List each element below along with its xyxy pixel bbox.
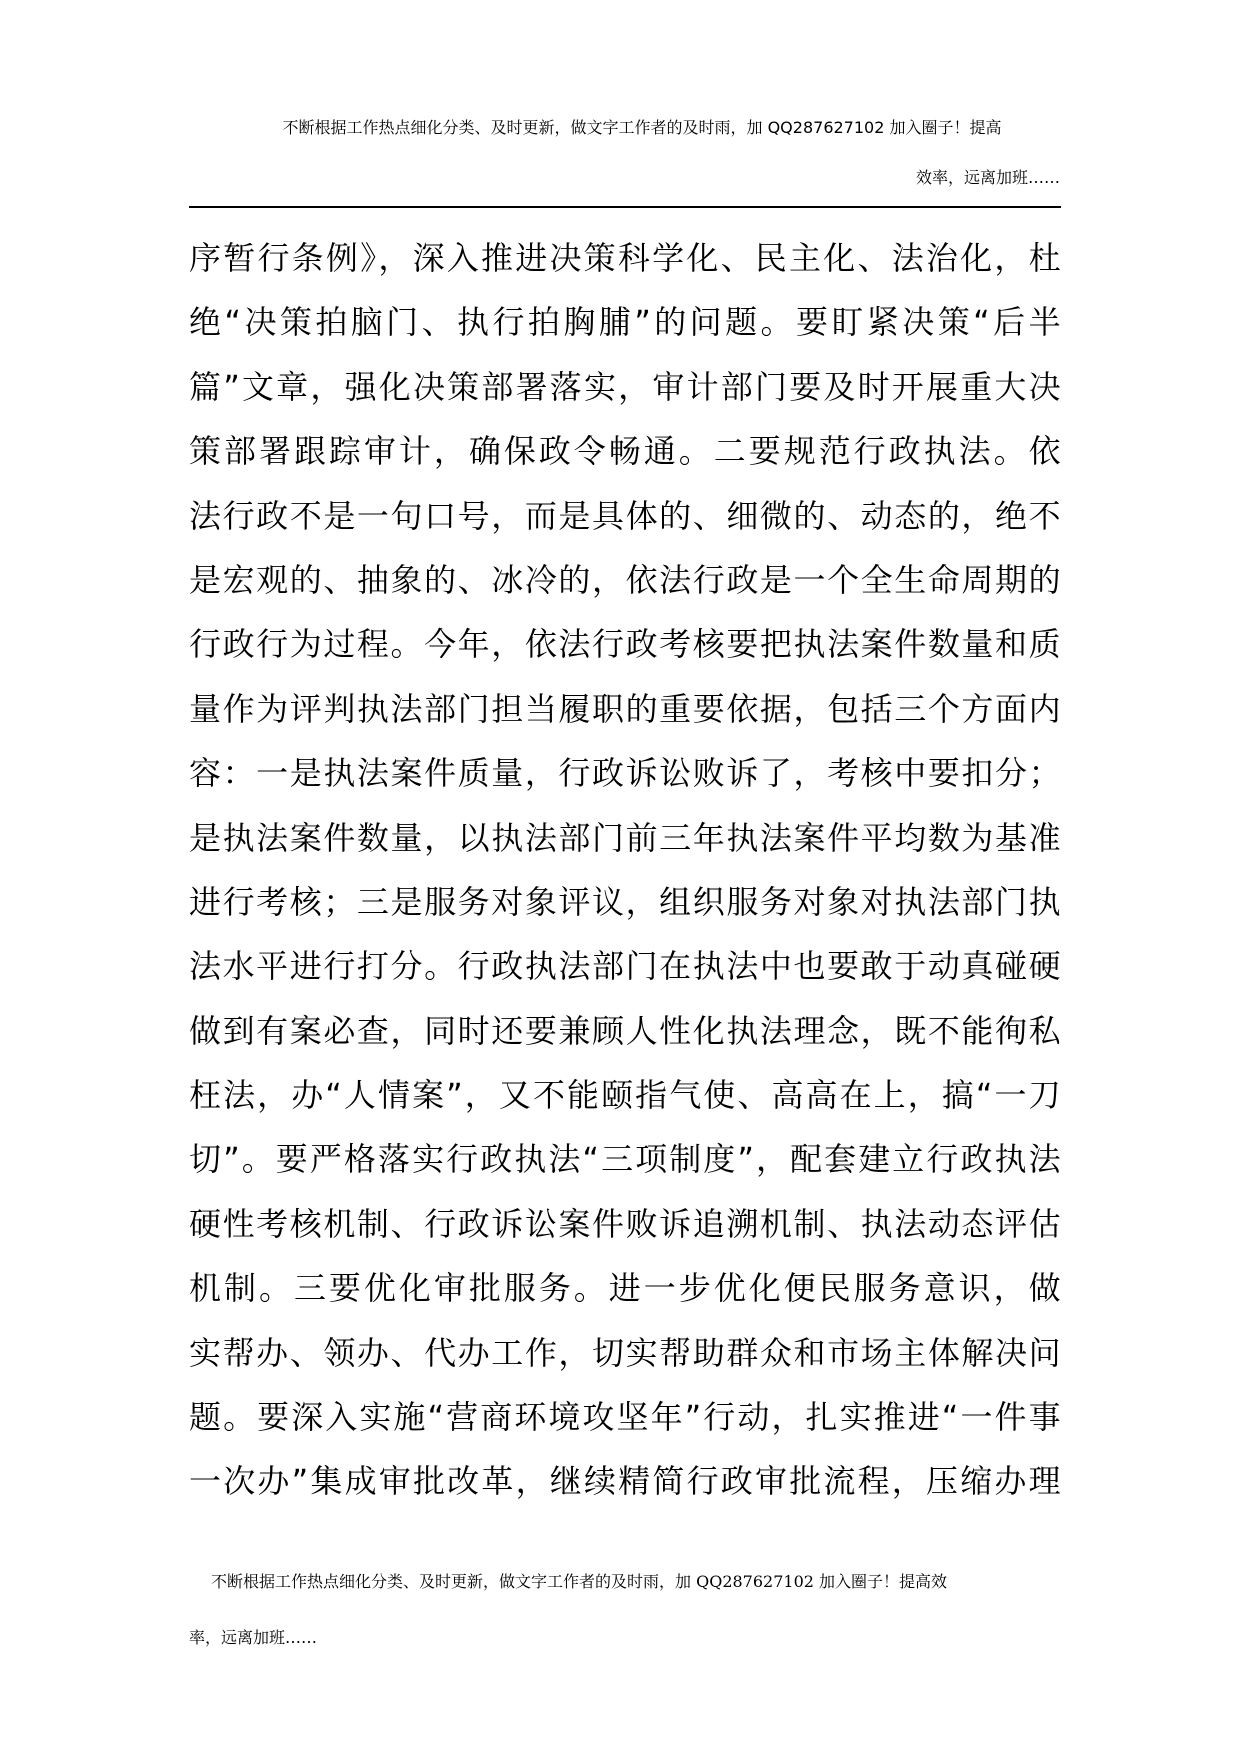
footer-text-line-1: 不断根据工作热点细化分类、及时更新，做文字工作者的及时雨，加 QQ287627102 加入圈子！提高效: [211, 1572, 948, 1591]
body-line: 序暂行条例》，深入推进决策科学化、民主化、法治化，杜: [189, 239, 1061, 277]
body-line: 容：一是执法案件质量，行政诉讼败诉了，考核中要扣分；: [189, 754, 1061, 793]
body-line: 策部署跟踪审计，确保政令畅通。二要规范行政执法。依: [189, 432, 1061, 471]
body-line: 做到有案必查，同时还要兼顾人性化执法理念，既不能徇私: [189, 1011, 1061, 1050]
body-line: 一次办”集成审批改革，继续精简行政审批流程，压缩办理: [189, 1462, 1061, 1501]
body-line: 切”。要严格落实行政执法“三项制度”，配套建立行政执法: [189, 1140, 1061, 1179]
body-line: 枉法，办“人情案”，又不能颐指气使、高高在上，搞“一刀: [189, 1076, 1061, 1115]
header-divider: [189, 206, 1061, 208]
body-line: 量作为评判执法部门担当履职的重要依据，包括三个方面内: [189, 689, 1061, 728]
body-line: 法行政不是一句口号，而是具体的、细微的、动态的，绝不: [189, 496, 1061, 535]
body-line: 是执法案件数量，以执法部门前三年执法案件平均数为基准: [189, 818, 1061, 857]
body-line: 进行考核；三是服务对象评议，组织服务对象对执法部门执: [189, 882, 1061, 921]
page-footer: [189, 1560, 1061, 1660]
document-body: [189, 226, 1061, 1514]
page-header: [190, 108, 1060, 196]
body-line: 机制。三要优化审批服务。进一步优化便民服务意识，做: [189, 1269, 1061, 1308]
body-line: 行政行为过程。今年，依法行政考核要把执法案件数量和质: [189, 625, 1061, 664]
body-line: 绝“决策拍脑门、执行拍胸脯”的问题。要盯紧决策“后半: [189, 303, 1061, 342]
body-line: 硬性考核机制、行政诉讼案件败诉追溯机制、执法动态评估: [189, 1204, 1061, 1243]
header-text-line-1: 不断根据工作热点细化分类、及时更新，做文字工作者的及时雨，加 QQ287627102 加入圈子！提高: [282, 118, 1002, 137]
body-line: 是宏观的、抽象的、冰冷的，依法行政是一个全生命周期的: [189, 560, 1061, 599]
footer-text-line-2: 率，远离加班……: [189, 1628, 318, 1647]
body-line: 法水平进行打分。行政执法部门在执法中也要敢于动真碰硬: [189, 947, 1061, 986]
body-line: 题。要深入实施“营商环境攻坚年”行动，扎实推进“一件事: [189, 1398, 1061, 1437]
body-line: 实帮办、领办、代办工作，切实帮助群众和市场主体解决问: [189, 1333, 1061, 1372]
body-line: 篇”文章，强化决策部署落实，审计部门要及时开展重大决: [189, 367, 1061, 406]
header-text-line-2: 效率，远离加班……: [915, 168, 1060, 187]
